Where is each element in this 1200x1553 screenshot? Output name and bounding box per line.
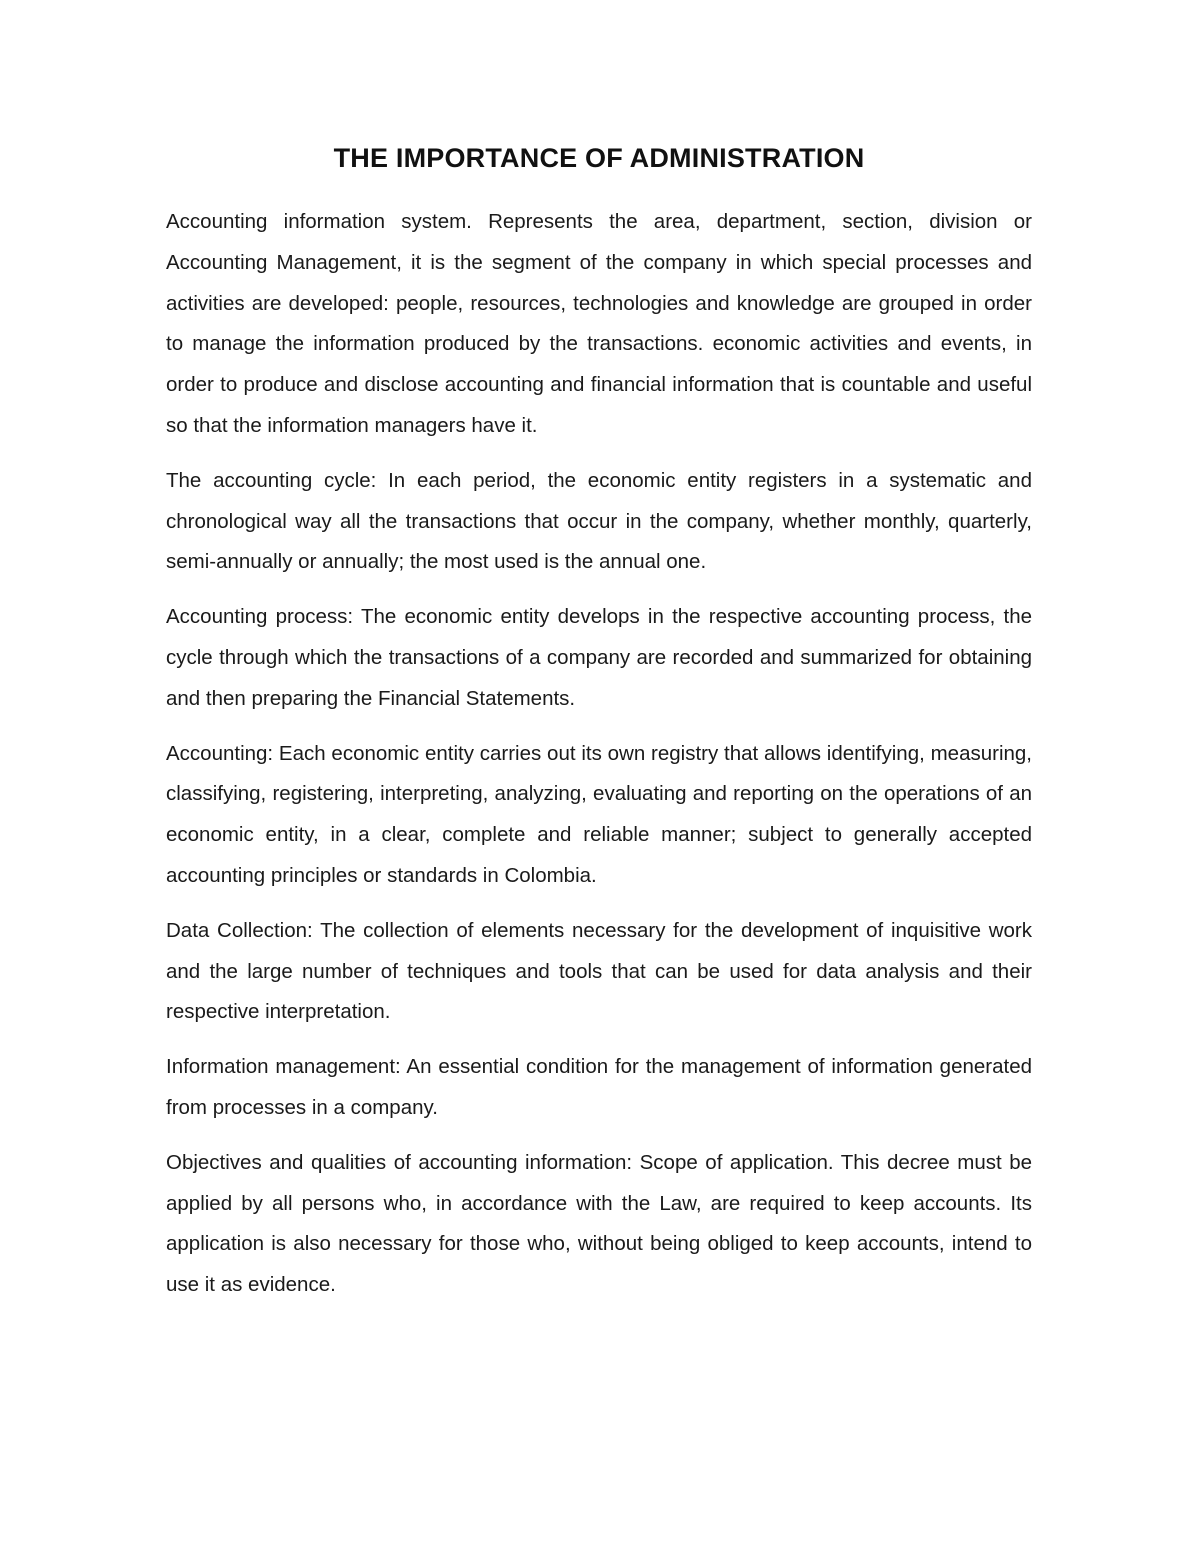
paragraph-accounting-process: Accounting process: The economic entity develops in the respective accounting process, the cycle through which the transactions of a company are recorded and summarized for obtaining and then preparing the Financial Statements.	[166, 605, 1032, 710]
paragraph-information-management: Information management: An essential condition for the management of information generated from processes in a company.	[166, 1055, 1032, 1119]
paragraph-objectives-and-qualities: Objectives and qualities of accounting information: Scope of application. This decree must be applied by all persons who, in accordance with the Law, are required to keep accounts. Its application is also necessary for those who, without being obliged to keep accounts, intend to use it as evidence.	[166, 1150, 1032, 1297]
paragraph-accounting-cycle: The accounting cycle: In each period, the economic entity registers in a systematic and chronological way all the transactions that occur in the company, whether monthly, quarterly, semi-annually or annually; the most used is the annual one.	[166, 468, 1032, 574]
document-title: THE IMPORTANCE OF ADMINISTRATION	[333, 143, 865, 173]
paragraph-data-collection: Data Collection: The collection of elements necessary for the development of inquisitive work and the large number of techniques and tools that can be used for data analysis and their respective interpretation.	[166, 918, 1032, 1024]
paragraph-accounting: Accounting: Each economic entity carries out its own registry that allows identifying, measuring, classifying, registering, interpreting, analyzing, evaluating and reporting on the operations of an economic entity, in a clear, complete and reliable manner; subject to generally accepted accounting principles or standards in Colombia.	[166, 741, 1032, 887]
paragraph-accounting-information-system: Accounting information system. Represents the area, department, section, division or Accounting Management, it is the segment of the company in which special processes and activities are developed: people, resources, technologies and knowledge are grouped in order to manage the information produced by the transactions. economic activities and events, in order to produce and disclose accounting and financial information that is countable and useful so that the information managers have it.	[166, 210, 1032, 437]
document-body	[166, 138, 1032, 1320]
